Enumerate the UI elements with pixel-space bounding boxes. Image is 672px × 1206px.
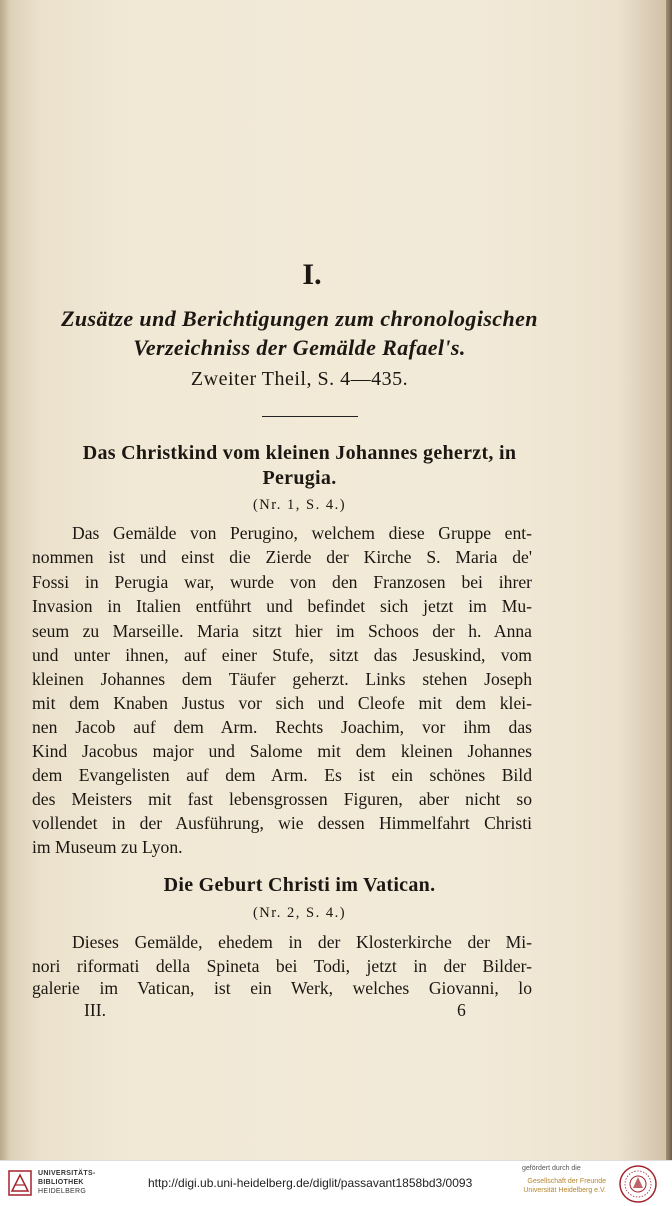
sponsor-name[interactable] (506, 1177, 606, 1195)
entry1-line: Kind Jacobus major und Salome mit dem kleinen Johannes (32, 741, 532, 761)
sponsor-name-line-1: Gesellschaft der Freunde (527, 1178, 606, 1185)
entry1-line: nen Jacob auf dem Arm. Rechts Joachim, vor ihm das (32, 717, 532, 737)
chapter-subtitle: Zweiter Theil, S. 4—435. (190, 368, 409, 390)
entry1-line: nommen ist und einst die Zierde der Kirche S. Maria de' (32, 547, 532, 567)
entry1-line: seum zu Marseille. Maria sitzt hier im Schoos der h. Anna (32, 621, 532, 641)
entry1-line: Invasion in Italien entführt und befindet sich jetzt im Mu- (32, 596, 532, 616)
entry2-line: nori riformati della Spineta bei Todi, jetzt in der Bilder- (32, 956, 532, 976)
university-seal-icon[interactable] (618, 1164, 658, 1204)
sponsor-name-line-2: Universität Heidelberg e.V. (523, 1187, 606, 1194)
section-numeral: I. (302, 258, 322, 291)
entry2-title: Die Geburt Christi im Vatican. (163, 874, 436, 896)
entry1-title-line-1: Das Christkind vom kleinen Johannes geherzt, in (82, 442, 517, 464)
entry1-line: vollendet in der Ausführung, wie dessen Himmelfahrt Christi (32, 813, 532, 833)
viewer-footer-bar (0, 1160, 672, 1206)
entry2-line: galerie im Vatican, ist ein Werk, welches Giovanni, lo (32, 978, 532, 998)
entry1-title-line-2: Perugia. (262, 467, 337, 489)
library-name-line-1: UNIVERSITÄTS- (38, 1170, 96, 1177)
signature-mark: III. (84, 1000, 106, 1020)
chapter-heading-line-2: Verzeichniss der Gemälde Rafael's. (133, 335, 466, 360)
entry1-line: dem Evangelisten auf dem Arm. Es ist ein schönes Bild (32, 765, 532, 785)
university-library-logo-icon[interactable] (8, 1169, 32, 1197)
entry2-line: Dieses Gemälde, ehedem in der Klosterkirche der Mi- (72, 932, 532, 952)
permalink-url[interactable]: http://digi.ub.uni-heidelberg.de/diglit/passavant1858bd3/0093 (148, 1176, 473, 1190)
divider-rule (262, 416, 358, 417)
entry1-line: kleinen Johannes dem Täufer geherzt. Links stehen Joseph (32, 669, 532, 689)
entry1-line: mit dem Knaben Justus vor sich und Cleofe mit dem klei- (32, 693, 532, 713)
entry1-line: Das Gemälde von Perugino, welchem diese Gruppe ent- (72, 523, 532, 543)
sheet-number: 6 (457, 1000, 466, 1020)
entry1-line: des Meisters mit fast lebensgrossen Figuren, aber nicht so (32, 789, 532, 809)
chapter-heading-line-1: Zusätze und Berichtigungen zum chronologischen (61, 306, 538, 331)
library-name-line-2: BIBLIOTHEK (38, 1179, 84, 1186)
entry2-reference: (Nr. 2, S. 4.) (252, 905, 347, 921)
funded-by-label: gefördert durch die (522, 1165, 581, 1172)
entry1-reference: (Nr. 1, S. 4.) (252, 497, 347, 513)
library-name[interactable] (38, 1169, 96, 1196)
entry1-line: und unter ihnen, auf einer Stufe, sitzt das Jesuskind, vom (32, 645, 532, 665)
entry1-line: im Museum zu Lyon. (32, 837, 183, 857)
library-name-line-3: HEIDELBERG (38, 1188, 87, 1195)
entry1-line: Fossi in Perugia war, wurde von den Franzosen bei ihrer (32, 572, 532, 592)
